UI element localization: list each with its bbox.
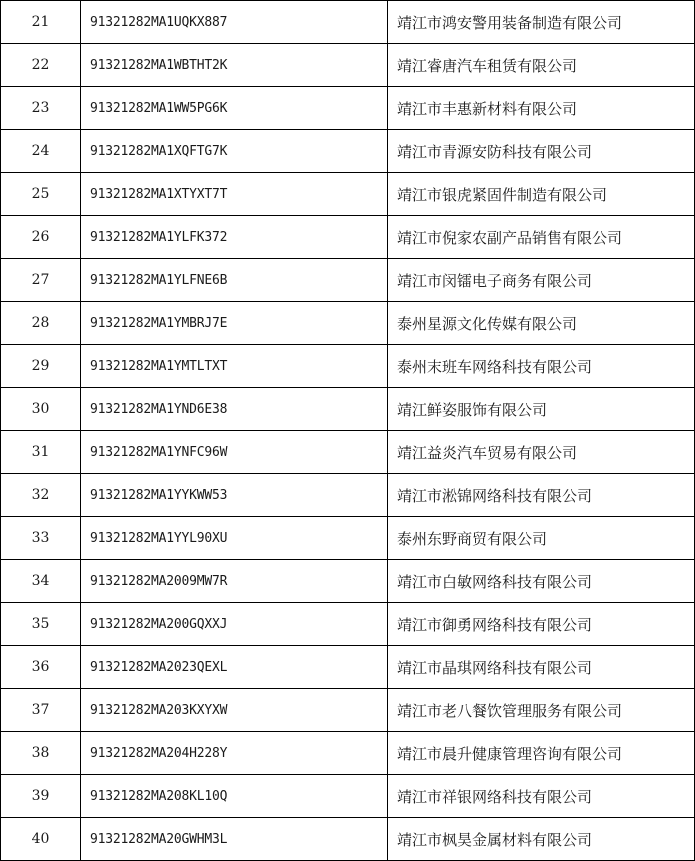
company-name: 靖江市老八餐饮管理服务有限公司 <box>388 689 695 731</box>
credit-code: 91321282MA1YLFK372 <box>81 216 388 258</box>
company-name: 靖江市鸿安警用装备制造有限公司 <box>388 1 695 43</box>
company-name: 靖江市银虎紧固件制造有限公司 <box>388 173 695 215</box>
credit-code: 91321282MA1WW5PG6K <box>81 87 388 129</box>
credit-code: 91321282MA203KXYXW <box>81 689 388 731</box>
credit-code: 91321282MA1YMTLTXT <box>81 345 388 387</box>
company-name: 靖江市淞锦网络科技有限公司 <box>388 474 695 516</box>
table-row <box>1 560 695 603</box>
table-row <box>1 603 695 646</box>
table-row <box>1 345 695 388</box>
row-number: 22 <box>1 44 81 86</box>
table-row <box>1 130 695 173</box>
row-number: 26 <box>1 216 81 258</box>
company-name: 靖江市晶琪网络科技有限公司 <box>388 646 695 688</box>
credit-code: 91321282MA200GQXXJ <box>81 603 388 645</box>
company-name: 靖江市御勇网络科技有限公司 <box>388 603 695 645</box>
company-name: 靖江市闵镭电子商务有限公司 <box>388 259 695 301</box>
row-number: 25 <box>1 173 81 215</box>
row-number: 21 <box>1 1 81 43</box>
row-number: 39 <box>1 775 81 817</box>
row-number: 30 <box>1 388 81 430</box>
table-row <box>1 216 695 259</box>
row-number: 34 <box>1 560 81 602</box>
credit-code: 91321282MA1YYL90XU <box>81 517 388 559</box>
company-name: 靖江市倪家农副产品销售有限公司 <box>388 216 695 258</box>
company-name: 泰州东野商贸有限公司 <box>388 517 695 559</box>
company-name: 靖江睿唐汽车租赁有限公司 <box>388 44 695 86</box>
table-row <box>1 818 695 861</box>
row-number: 24 <box>1 130 81 172</box>
table-row <box>1 259 695 302</box>
company-name: 靖江市枫昊金属材料有限公司 <box>388 818 695 860</box>
table-row <box>1 646 695 689</box>
credit-code: 91321282MA20GWHM3L <box>81 818 388 860</box>
company-name: 靖江市晨升健康管理咨询有限公司 <box>388 732 695 774</box>
row-number: 36 <box>1 646 81 688</box>
table-row <box>1 732 695 775</box>
company-name: 靖江市丰惠新材料有限公司 <box>388 87 695 129</box>
company-name: 靖江益炎汽车贸易有限公司 <box>388 431 695 473</box>
row-number: 37 <box>1 689 81 731</box>
row-number: 32 <box>1 474 81 516</box>
table-row <box>1 302 695 345</box>
company-name: 泰州星源文化传媒有限公司 <box>388 302 695 344</box>
credit-code: 91321282MA1WBTHT2K <box>81 44 388 86</box>
table-row <box>1 1 695 44</box>
row-number: 31 <box>1 431 81 473</box>
company-name: 靖江市祥银网络科技有限公司 <box>388 775 695 817</box>
credit-code: 91321282MA2009MW7R <box>81 560 388 602</box>
row-number: 35 <box>1 603 81 645</box>
company-name: 靖江鲜姿服饰有限公司 <box>388 388 695 430</box>
company-name: 靖江市青源安防科技有限公司 <box>388 130 695 172</box>
row-number: 40 <box>1 818 81 860</box>
table-row <box>1 87 695 130</box>
credit-code: 91321282MA1UQKX887 <box>81 1 388 43</box>
credit-code: 91321282MA1YLFNE6B <box>81 259 388 301</box>
credit-code: 91321282MA1YND6E38 <box>81 388 388 430</box>
row-number: 28 <box>1 302 81 344</box>
table-row <box>1 689 695 732</box>
row-number: 33 <box>1 517 81 559</box>
row-number: 29 <box>1 345 81 387</box>
table-row <box>1 474 695 517</box>
row-number: 27 <box>1 259 81 301</box>
table-row <box>1 388 695 431</box>
credit-code: 91321282MA1YNFC96W <box>81 431 388 473</box>
credit-code: 91321282MA2023QEXL <box>81 646 388 688</box>
table-row <box>1 517 695 560</box>
credit-code: 91321282MA1XQFTG7K <box>81 130 388 172</box>
credit-code: 91321282MA208KL10Q <box>81 775 388 817</box>
table-row <box>1 44 695 87</box>
table-row <box>1 431 695 474</box>
row-number: 38 <box>1 732 81 774</box>
credit-code: 91321282MA1YMBRJ7E <box>81 302 388 344</box>
company-name: 泰州末班车网络科技有限公司 <box>388 345 695 387</box>
credit-code: 91321282MA1YYKWW53 <box>81 474 388 516</box>
company-name: 靖江市白敏网络科技有限公司 <box>388 560 695 602</box>
table-row <box>1 775 695 818</box>
credit-code: 91321282MA1XTYXT7T <box>81 173 388 215</box>
row-number: 23 <box>1 87 81 129</box>
table-row <box>1 173 695 216</box>
credit-code: 91321282MA204H228Y <box>81 732 388 774</box>
